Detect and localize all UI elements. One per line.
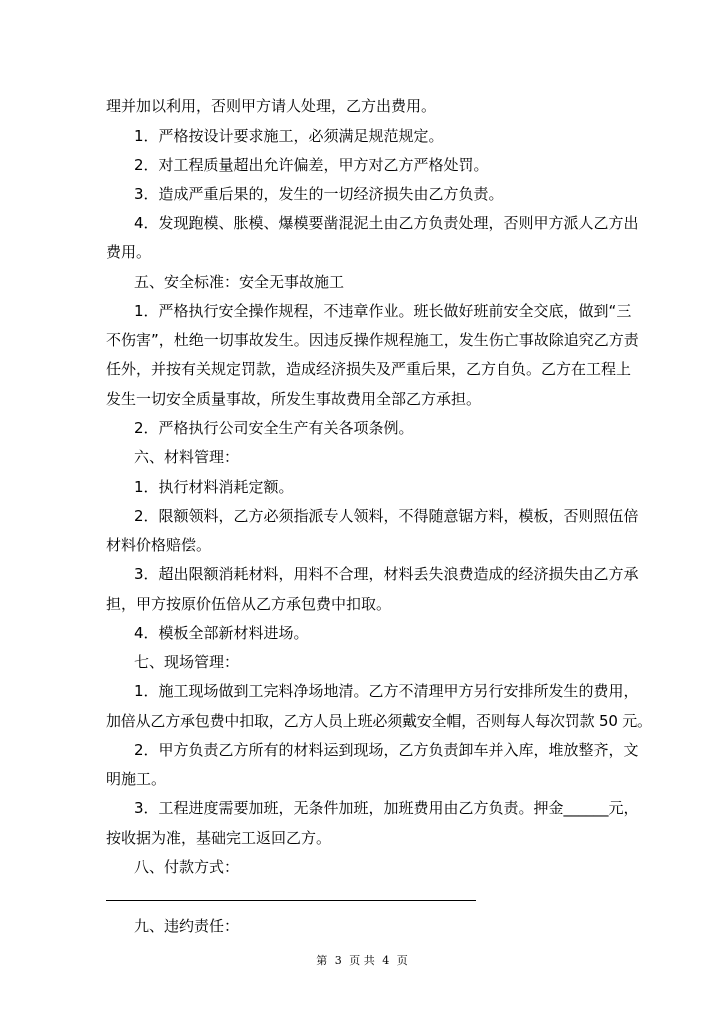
divider-line	[106, 900, 476, 901]
text-line: 4．发现跑模、胀模、爆模要凿混泥土由乙方负责处理，否则甲方派人乙方出	[134, 214, 639, 232]
text-line: 3．造成严重后果的，发生的一切经济损失由乙方负责。	[134, 185, 504, 203]
text-line: 不伤害”，杜绝一切事故发生。因违反操作规程施工，发生伤亡事故除追究乙方责	[106, 331, 639, 349]
text-line: 1．施工现场做到工完料净场地清。乙方不清理甲方另行安排所发生的费用，	[134, 682, 639, 700]
text-line: 理并加以利用，否则甲方请人处理，乙方出费用。	[106, 97, 437, 115]
section-heading: 七、现场管理：	[134, 653, 240, 671]
text-line: 1．严格执行安全操作规程，不违章作业。班长做好班前安全交底，做到“三	[134, 302, 632, 320]
total-pages: 4	[382, 954, 390, 967]
text-line: 2．严格执行公司安全生产有关各项条例。	[134, 419, 414, 437]
text-line: 3．工程进度需要加班，无条件加班，加班费用由乙方负责。押金______元，	[134, 799, 639, 817]
text-line: 3．超出限额消耗材料，用料不合理，材料丢失浪费造成的经济损失由乙方承	[134, 565, 639, 583]
text-line: 2．对工程质量超出允许偏差，甲方对乙方严格处罚。	[134, 156, 489, 174]
page-number: 3	[334, 954, 342, 967]
text-line: 费用。	[106, 243, 152, 261]
section-heading: 五、安全标准：安全无事故施工	[134, 273, 345, 291]
text-line: 1．严格按设计要求施工，必须满足规范规定。	[134, 127, 444, 145]
page-mid: 页 共	[349, 954, 375, 967]
text-line: 2．甲方负责乙方所有的材料运到现场，乙方负责卸车并入库，堆放整齐，文	[134, 741, 639, 759]
text-line: 任外，并按有关规定罚款，造成经济损失及严重后果，乙方自负。乙方在工程上	[106, 360, 632, 378]
text-line: 按收据为准，基础完工返回乙方。	[106, 829, 332, 847]
text-line: 2．限额领料，乙方必须指派专人领料，不得随意锯方料，模板，否则照伍倍	[134, 507, 639, 525]
text-line: 材料价格赔偿。	[106, 536, 212, 554]
section-heading: 八、付款方式：	[134, 858, 240, 876]
text-line: 1．执行材料消耗定额。	[134, 478, 294, 496]
text-line: 明施工。	[106, 770, 167, 788]
text-line: 4．模板全部新材料进场。	[134, 624, 309, 642]
page-suffix: 页	[396, 954, 408, 967]
section-heading: 六、材料管理：	[134, 448, 240, 466]
page-prefix: 第	[316, 954, 328, 967]
section-heading: 九、违约责任：	[134, 917, 240, 935]
page-footer	[0, 952, 724, 968]
text-line: 发生一切安全质量事故，所发生事故费用全部乙方承担。	[106, 390, 482, 408]
text-line: 担，甲方按原价伍倍从乙方承包费中扣取。	[106, 595, 392, 613]
text-line: 加倍从乙方承包费中扣取，乙方人员上班必须戴安全帽，否则每人每次罚款 50 元。	[106, 712, 652, 730]
